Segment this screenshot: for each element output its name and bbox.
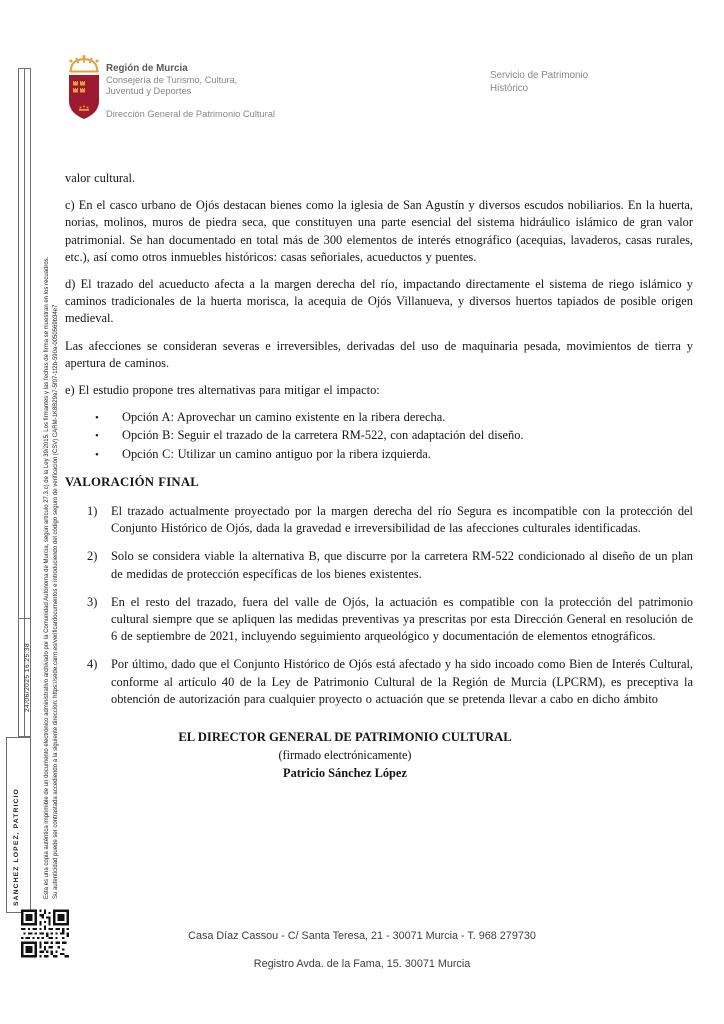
- valoracion-item-1: El trazado actualmente proyectado por la margen derecha del río Segura es incompatible con la protección del Conjunto Histórico de Ojós, dada la gravedad e irreversibilidad de las afecciones culturales identificadas.: [111, 504, 693, 536]
- alternative-b: Opción B: Seguir el trazado de la carretera RM-522, con adaptación del diseño.: [122, 428, 524, 443]
- margin-legal-text: [43, 63, 60, 899]
- list-item: [87, 656, 693, 708]
- alternative-a: Opción A: Aprovechar un camino existente en la ribera derecha.: [122, 410, 446, 425]
- bullet-icon: [95, 446, 122, 464]
- document-body: [65, 170, 693, 783]
- service-line2: Histórico: [490, 82, 529, 94]
- paragraph-valor-cultural: valor cultural.: [65, 171, 136, 185]
- legal-line2: Su autenticidad puede ser contrastada accediendo a la siguiente dirección: https://sede.carm.es/verificardocumentos e introduciendo del código seguro de verificación (CSV) CARM-1K8B29a7-5f07-1f2b-590a-0050569b34e7: [52, 304, 59, 899]
- footer-address: Casa Díaz Cassou - C/ Santa Teresa, 21 - 30071 Murcia - T. 968 279730: [188, 930, 536, 942]
- item-number: 2): [87, 549, 98, 564]
- list-item: [95, 409, 693, 427]
- item-number: 4): [87, 657, 98, 672]
- service-block: [490, 70, 588, 95]
- service-line1: Servicio de Patrimonio: [490, 70, 589, 81]
- alternative-c: Opción C: Utilizar un camino antiguo por la ribera izquierda.: [122, 446, 431, 461]
- paragraph-c: c) En el casco urbano de Ojós destacan bienes como la iglesia de San Agustín y diversos escudos nobiliarios. En la huerta, norias, molinos, muros de piedra seca, que constituyen una parte esencial del sistema hidráulico islámico de gran valor patrimonial. Se han documentado en total más de 300 elementos de interés etnográfico (acequias, lavaderos, casas rurales, etc.), así como otros inmuebles históricos: casas señoriales, acueductos y puentes.: [65, 198, 693, 264]
- valoracion-item-4: Por último, dado que el Conjunto Histórico de Ojós está afectado y ha sido incoado como Bien de Interés Cultural, conforme al artículo 40 de la Ley de Patrimonio Cultural de la Región de Murcia (LPCRM), es preceptiva la obtención de autorización para cualquier proyecto o actuación que se pretenda llevar a cabo en dicho ámbito: [111, 657, 693, 706]
- valoracion-item-3: En el resto del trazado, fuera del valle de Ojós, la actuación es compatible con la protección del patrimonio cultural siempre que se apliquen las medidas preventivas ya prescritas por esta Dirección General en resolución de 6 de septiembre de 2021, incluyendo seguimiento arqueológico y documentación de elementos etnográficos.: [111, 594, 693, 644]
- consejeria-line2: Juventud y Deportes: [106, 85, 192, 96]
- paragraph-afecciones: Las afecciones se consideran severas e irreversibles, derivadas del uso de maquinaria pesada, movimientos de tierra y apertura de caminos.: [65, 338, 693, 370]
- item-number: 3): [87, 594, 98, 609]
- list-item: [87, 503, 693, 537]
- valoracion-final-heading: VALORACIÓN FINAL: [65, 474, 200, 489]
- valoracion-item-2: Solo se considera viable la alternativa B, que discurre por la carretera RM-522 condicionado al diseño de un plan de medidas de protección específicas de los bienes existentes.: [111, 549, 693, 581]
- signature-datetime: 24/06/2025 16:25:38: [24, 642, 31, 712]
- legal-line1: Esta es una copia auténtica imprimible de un documento electrónico administrativo archivado por la Comunidad Autónoma de Murcia, según artículo 27.3.c) de la Ley 39/2015. Los firmantes y las fechas de firma se muestran en los recuadros.: [44, 256, 50, 899]
- region-name: Región de Murcia: [106, 63, 188, 74]
- alternatives-list: [95, 409, 693, 464]
- list-item: [87, 594, 693, 646]
- item-number: 1): [87, 504, 98, 519]
- signature-block: [65, 729, 625, 783]
- signature-name: Patricio Sánchez López: [283, 766, 407, 781]
- footer-registro: Registro Avda. de la Fama, 15. 30071 Murcia: [253, 958, 471, 970]
- consejeria-line1: Consejería de Turismo, Cultura,: [106, 75, 238, 85]
- signer-name: SANCHEZ LOPEZ, PATRICIO: [13, 788, 20, 906]
- signature-title: EL DIRECTOR GENERAL DE PATRIMONIO CULTURAL: [178, 730, 512, 745]
- murcia-coat-of-arms-icon: [67, 55, 101, 121]
- list-item: [95, 427, 693, 445]
- list-item: [95, 446, 693, 464]
- valoracion-list: [65, 503, 693, 708]
- bullet-icon: [95, 409, 122, 427]
- paragraph-e: e) El estudio propone tres alternativas para mitigar el impacto:: [65, 383, 380, 398]
- direccion-general: Dirección General de Patrimonio Cultural: [106, 109, 275, 119]
- list-item: [87, 548, 693, 582]
- paragraph-d: d) El trazado del acueducto afecta a la margen derecha del río, impactando directamente el sistema de riego islámico y caminos tradicionales de la huerta morisca, la acequia de Ojós Villanueva, y diversos huertos tapiados de posible origen medieval.: [65, 277, 693, 326]
- header-org-block: [106, 63, 275, 119]
- signature-method: (firmado electrónicamente): [278, 748, 412, 763]
- bullet-icon: [95, 427, 122, 445]
